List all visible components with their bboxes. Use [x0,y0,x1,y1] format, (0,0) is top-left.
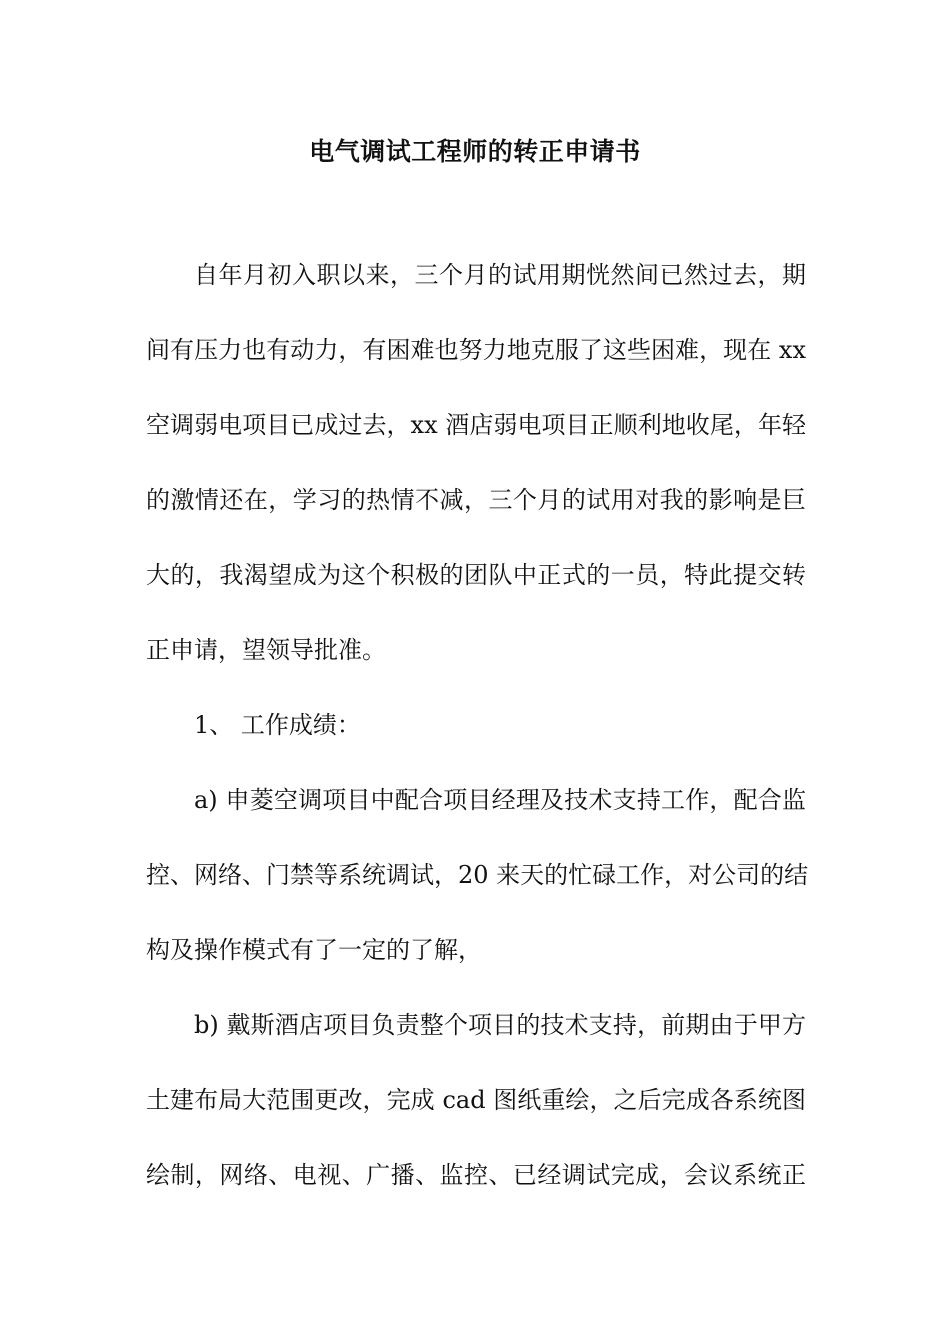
list-item-line: b) 戴斯酒店项目负责整个项目的技术支持，前期由于甲方 [194,1011,806,1039]
list-item-line: 绘制，网络、电视、广播、监控、已经调试完成，会议系统正 [146,1161,806,1189]
list-item-line: 构及操作模式有了一定的了解， [146,936,482,964]
paragraph-line: 空调弱电项目已成过去，xx 酒店弱电项目正顺利地收尾，年轻 [146,411,806,439]
paragraph-line: 大的，我渴望成为这个积极的团队中正式的一员，特此提交转 [146,561,806,589]
list-item-line: 控、网络、门禁等系统调试，20 来天的忙碌工作，对公司的结 [146,861,809,889]
list-item-line: 土建布局大范围更改，完成 cad 图纸重绘，之后完成各系统图 [146,1086,806,1114]
paragraph-line: 间有压力也有动力，有困难也努力地克服了这些困难，现在 xx [146,336,806,364]
document-title: 电气调试工程师的转正申请书 [309,137,641,166]
paragraph-line: 正申请，望领导批准。 [146,636,386,664]
paragraph-line: 的激情还在，学习的热情不减，三个月的试用对我的影响是巨 [146,486,806,514]
section-heading: 1、 工作成绩： [194,711,361,739]
paragraph-line: 自年月初入职以来，三个月的试用期恍然间已然过去，期 [194,261,806,289]
list-item-line: a) 申菱空调项目中配合项目经理及技术支持工作，配合监 [194,786,806,814]
